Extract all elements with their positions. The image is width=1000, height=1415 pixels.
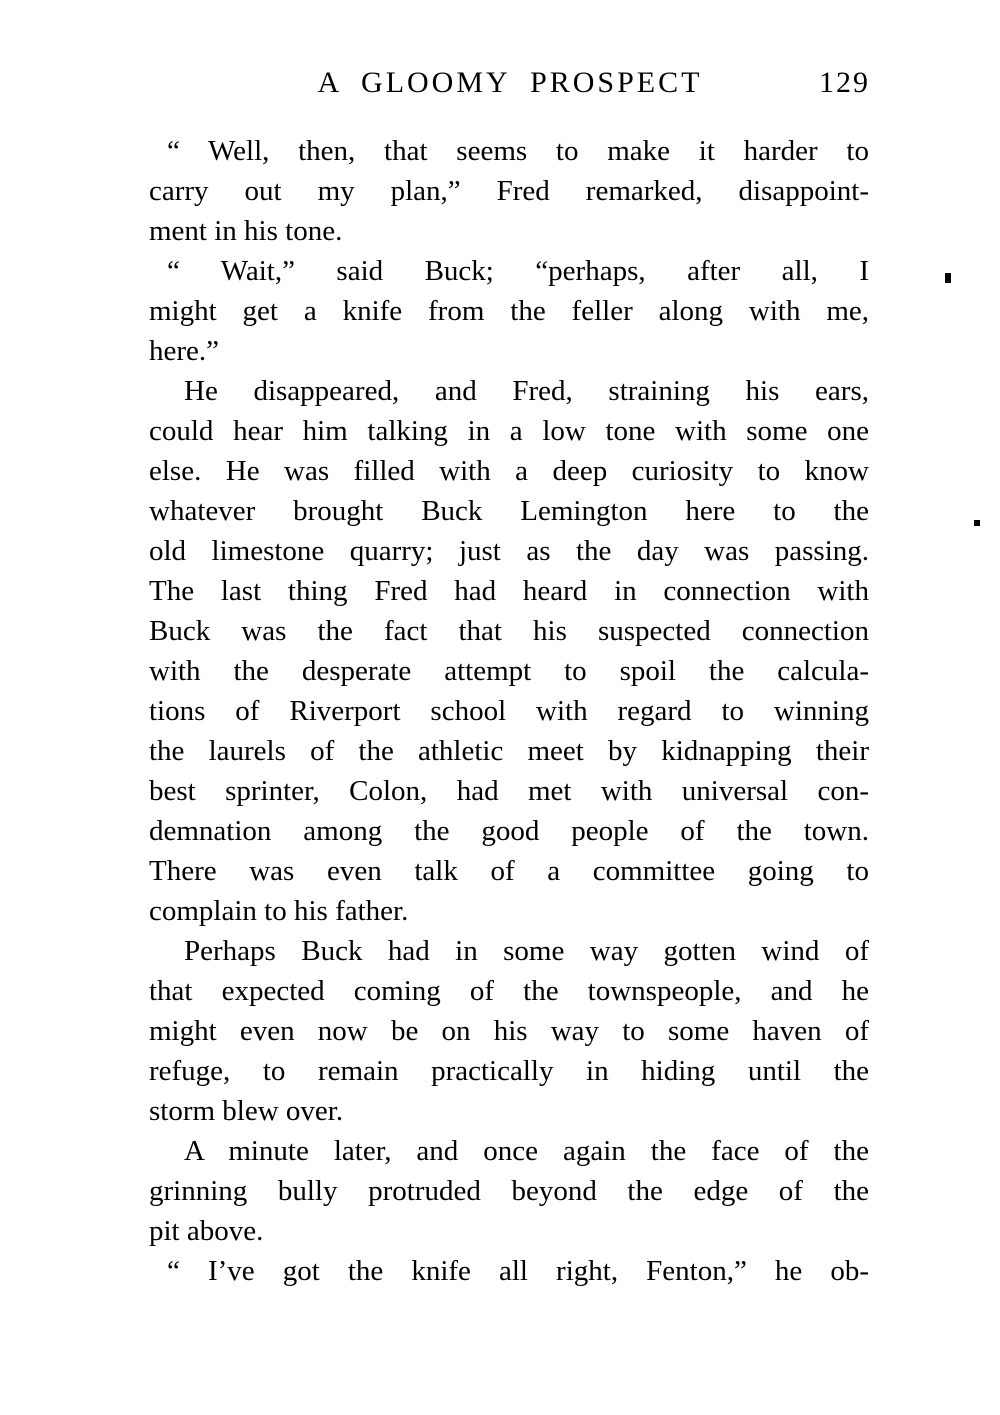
text-line: here.” [149, 335, 220, 367]
text-line: pit above. [149, 1215, 264, 1247]
running-head-title: A GLOOMY PROSPECT [317, 66, 703, 99]
text-line: “ I’ve got the knife all right, Fenton,” he ob- [167, 1255, 869, 1287]
text-line: “ Well, then, that seems to make it harder to [167, 135, 869, 167]
text-line: Buck was the fact that his suspected connection [149, 615, 869, 647]
text-line: might get a knife from the feller along with me, [149, 295, 869, 327]
text-line: He disappeared, and Fred, straining his ears, [184, 375, 869, 407]
ink-speck [945, 273, 951, 283]
page-body [149, 131, 869, 1291]
text-line: grinning bully protruded beyond the edge of the [149, 1175, 869, 1207]
text-line: the laurels of the athletic meet by kidnapping their [149, 735, 869, 767]
text-line: whatever brought Buck Lemington here to the [149, 495, 869, 527]
text-line: storm blew over. [149, 1095, 344, 1127]
text-line: might even now be on his way to some haven of [149, 1015, 869, 1047]
text-line: Perhaps Buck had in some way gotten wind of [184, 935, 869, 967]
text-line: tions of Riverport school with regard to winning [149, 695, 869, 727]
text-line: complain to his father. [149, 895, 409, 927]
text-line: else. He was filled with a deep curiosity to know [149, 455, 869, 487]
text-line: old limestone quarry; just as the day was passing. [149, 535, 869, 567]
text-line: ment in his tone. [149, 215, 343, 247]
text-line: “ Wait,” said Buck; “perhaps, after all, I [167, 255, 869, 287]
text-line: best sprinter, Colon, had met with universal con- [149, 775, 869, 807]
page-number: 129 [819, 66, 870, 99]
text-line: There was even talk of a committee going to [149, 855, 869, 887]
text-line: with the desperate attempt to spoil the calcula- [149, 655, 869, 687]
text-line: demnation among the good people of the town. [149, 815, 869, 847]
text-line: A minute later, and once again the face of the [184, 1135, 869, 1167]
ink-speck [974, 520, 980, 526]
text-line: The last thing Fred had heard in connection with [149, 575, 869, 607]
text-line: could hear him talking in a low tone with some one [149, 415, 869, 447]
page-header [150, 66, 870, 106]
text-line: carry out my plan,” Fred remarked, disappoint- [149, 175, 869, 207]
text-line: that expected coming of the townspeople, and he [149, 975, 869, 1007]
text-line: refuge, to remain practically in hiding until the [149, 1055, 869, 1087]
